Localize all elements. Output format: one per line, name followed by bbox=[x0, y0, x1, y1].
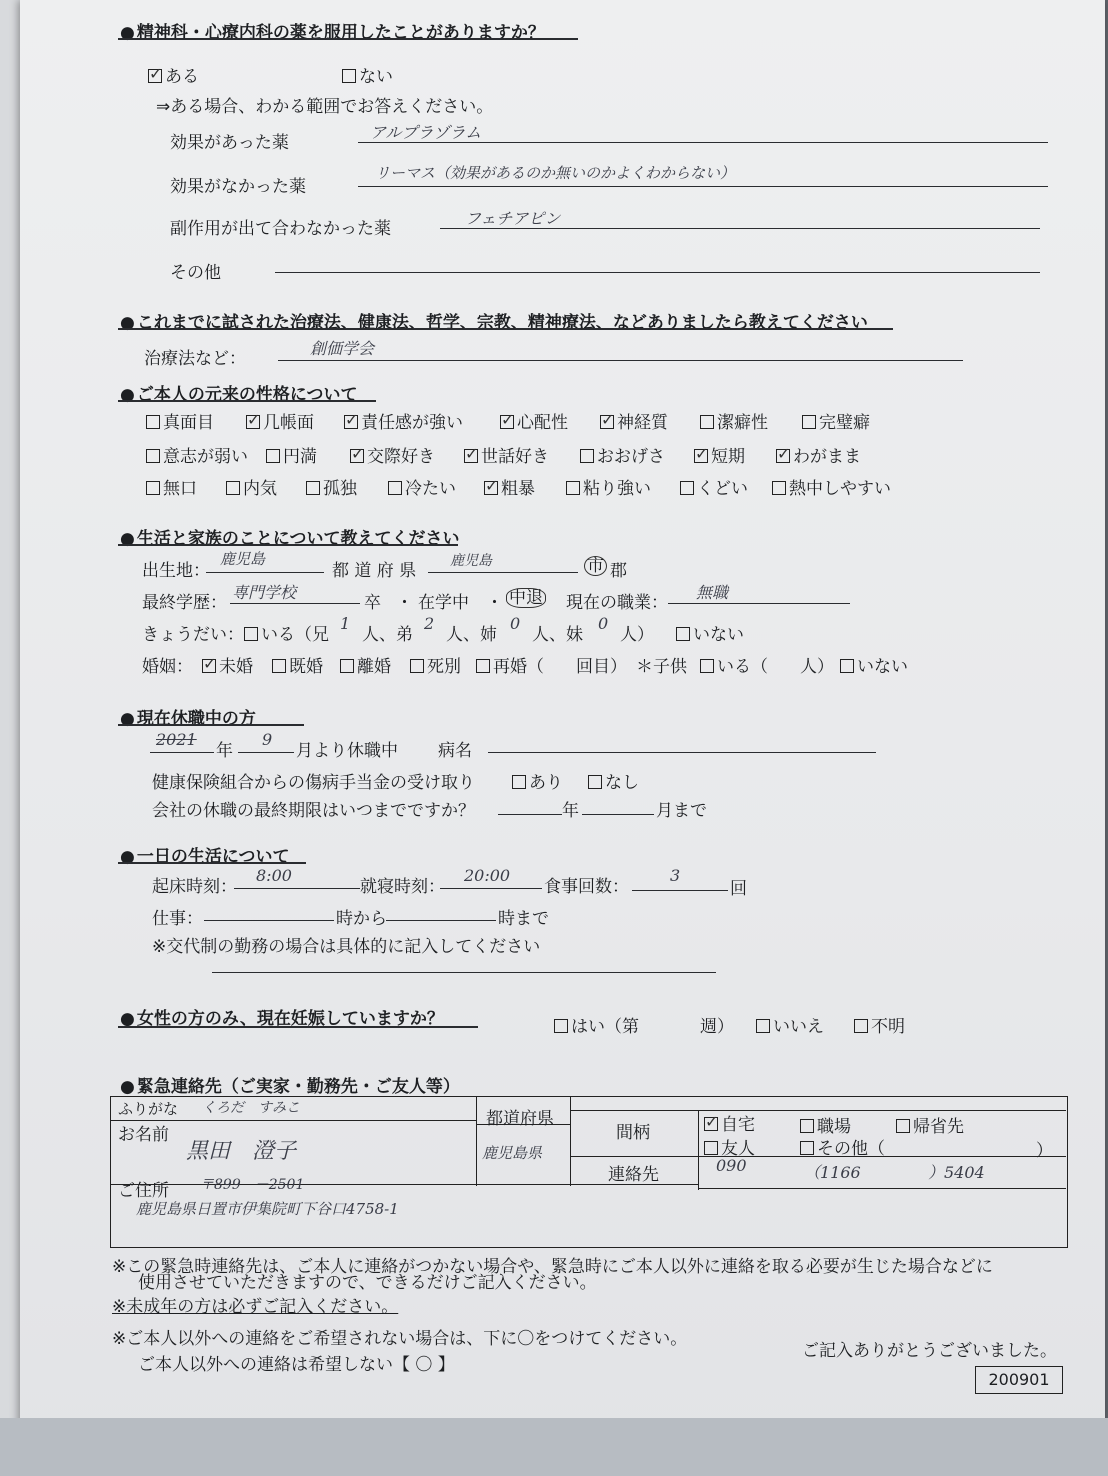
edu-drop-circled: 中退 bbox=[506, 588, 546, 608]
sib-bro-value[interactable]: 1 bbox=[340, 614, 351, 633]
checkbox[interactable] bbox=[854, 1019, 868, 1033]
deadline-month-label: 月まで bbox=[656, 801, 707, 821]
checkbox[interactable] bbox=[476, 659, 490, 673]
leave-year-value[interactable]: 2021 bbox=[156, 730, 197, 749]
effective-label: 効果があった薬 bbox=[170, 133, 289, 153]
checkbox[interactable]: ✓ bbox=[705, 1112, 719, 1131]
sleep-value[interactable]: 20:00 bbox=[464, 866, 511, 885]
furigana-label: ふりがな bbox=[118, 1100, 179, 1118]
address-label: ご住所 bbox=[118, 1181, 169, 1201]
trait-label: 完璧癖 bbox=[819, 413, 870, 433]
child-yes-option[interactable] bbox=[700, 652, 768, 677]
treatment-line bbox=[278, 360, 963, 361]
sib-yes-label: いる（兄 bbox=[261, 625, 329, 645]
job-value[interactable]: 無職 bbox=[696, 583, 729, 602]
checkbox[interactable] bbox=[342, 69, 356, 83]
leave-year-label: 年 bbox=[216, 741, 233, 761]
table-divider bbox=[698, 1188, 1066, 1189]
trait-1-5[interactable] bbox=[600, 408, 668, 433]
rel-opt-other[interactable] bbox=[800, 1134, 885, 1159]
trait-label: 短期 bbox=[711, 447, 745, 467]
thanks-text: ご記入ありがとうございました。 bbox=[802, 1341, 1057, 1361]
checkbox[interactable]: ✓ bbox=[345, 410, 359, 429]
city-circled: 市 bbox=[584, 556, 607, 576]
preg-unknown-option[interactable] bbox=[854, 1012, 905, 1037]
sib-label: きょうだい： bbox=[142, 625, 244, 645]
preg-unknown-label: 不明 bbox=[871, 1017, 905, 1037]
tel-part2[interactable]: （1166 bbox=[804, 1163, 861, 1182]
birth-line2 bbox=[428, 572, 578, 573]
meals-value[interactable]: 3 bbox=[670, 866, 681, 885]
trait-label: 交際好き bbox=[367, 447, 435, 467]
furigana-value[interactable]: くろだ すみこ bbox=[202, 1100, 300, 1116]
other-line[interactable] bbox=[275, 272, 1040, 273]
edu-grad: 卒 bbox=[364, 593, 381, 613]
ineffective-line bbox=[358, 186, 1048, 187]
job-line bbox=[668, 603, 850, 604]
sib-no-option[interactable] bbox=[676, 620, 744, 645]
checkbox[interactable] bbox=[800, 1119, 814, 1133]
leave-year-line bbox=[150, 752, 214, 753]
preg-week: 週） bbox=[700, 1017, 734, 1037]
wake-label: 起床時刻： bbox=[152, 877, 237, 897]
work-to-line[interactable] bbox=[386, 920, 496, 921]
birth-pref-label: 都 道 府 県 bbox=[332, 561, 417, 581]
sib-no-label: いない bbox=[693, 625, 744, 645]
questionnaire-page bbox=[20, 0, 1105, 1476]
insurance-label: 健康保険組合からの傷病手当金の受け取り bbox=[152, 773, 475, 793]
name-value[interactable]: 黒田 澄子 bbox=[186, 1139, 297, 1164]
sib-unit2: 人、姉 bbox=[446, 625, 497, 645]
checkbox[interactable] bbox=[800, 1141, 814, 1155]
rel-opt-label: その他（ bbox=[817, 1139, 885, 1159]
checkbox[interactable]: ✓ bbox=[501, 410, 515, 429]
trait-3-6[interactable] bbox=[566, 474, 651, 499]
deadline-label: 会社の休職の最終期限はいつまでですか？ bbox=[152, 801, 475, 821]
trait-label: 責任感が強い bbox=[361, 413, 463, 433]
checkbox[interactable] bbox=[266, 449, 280, 463]
effective-line bbox=[358, 142, 1048, 143]
deadline-year-label: 年 bbox=[562, 801, 579, 821]
checkbox[interactable] bbox=[588, 775, 602, 789]
trait-1-1[interactable] bbox=[146, 408, 214, 433]
note4: ※ご本人以外への連絡をご希望されない場合は、下に〇をつけてください。 bbox=[112, 1329, 688, 1349]
mar-label: 婚姻： bbox=[142, 657, 193, 677]
pref-label: 都道府県 bbox=[486, 1109, 554, 1129]
s7-heading: ● 女性の方のみ、現在妊娠していますか？ bbox=[120, 1004, 444, 1029]
gun-label: 郡 bbox=[610, 561, 627, 581]
shift-note: ※交代制の勤務の場合は具体的に記入してください bbox=[152, 937, 541, 957]
meals-label: 食事回数： bbox=[544, 877, 629, 897]
checkbox[interactable] bbox=[146, 449, 160, 463]
table-divider bbox=[698, 1110, 699, 1190]
contact-label: 連絡先 bbox=[608, 1165, 659, 1185]
s4-heading: ● 生活と家族のことについて教えてください bbox=[120, 524, 460, 549]
checkbox[interactable] bbox=[340, 659, 354, 673]
trait-2-2[interactable] bbox=[266, 442, 317, 467]
s3-heading: ● ご本人の元来の性格について bbox=[120, 380, 358, 405]
trait-1-4[interactable] bbox=[500, 408, 568, 433]
trait-3-8[interactable] bbox=[772, 474, 891, 499]
checkbox[interactable]: ✓ bbox=[777, 444, 791, 463]
trait-2-7[interactable] bbox=[776, 442, 861, 467]
trait-3-5[interactable] bbox=[484, 474, 535, 499]
disease-label: 病名 bbox=[438, 741, 472, 761]
trait-label: 粗暴 bbox=[501, 479, 535, 499]
checkbox[interactable] bbox=[306, 481, 320, 495]
mar-label: 死別 bbox=[427, 657, 461, 677]
checkbox[interactable] bbox=[566, 481, 580, 495]
leave-month-value[interactable]: 9 bbox=[262, 730, 273, 749]
form-code-box: 200901 bbox=[975, 1366, 1063, 1394]
sib-sis-value[interactable]: 0 bbox=[510, 614, 521, 633]
rel-opt-label: 帰省先 bbox=[913, 1117, 964, 1137]
checkbox[interactable] bbox=[772, 481, 786, 495]
work-from-label: 時から bbox=[336, 909, 387, 929]
disease-line[interactable] bbox=[488, 752, 876, 753]
deadline-month-line[interactable] bbox=[582, 814, 654, 815]
leave-month-line bbox=[238, 752, 294, 753]
trait-3-1[interactable] bbox=[146, 474, 197, 499]
work-to-label: 時まで bbox=[498, 909, 549, 929]
checkbox[interactable] bbox=[756, 1019, 770, 1033]
sleep-label: 就寝時刻： bbox=[360, 877, 445, 897]
checkbox[interactable] bbox=[146, 415, 160, 429]
address-value[interactable]: 鹿児島県日置市伊集院町下谷口4758-1 bbox=[136, 1200, 399, 1218]
tel-part3[interactable]: ）5404 bbox=[928, 1163, 985, 1182]
wake-line bbox=[234, 888, 360, 889]
checkbox[interactable] bbox=[388, 481, 402, 495]
mar-label: 未婚 bbox=[219, 657, 253, 677]
s1-yes-label: ある bbox=[165, 67, 199, 87]
sleep-line bbox=[440, 888, 542, 889]
mar-label: 既婚 bbox=[289, 657, 323, 677]
ins-yes-option[interactable] bbox=[512, 768, 563, 793]
mar-opt-3[interactable] bbox=[340, 652, 391, 677]
s1-note: ⇒ある場合、わかる範囲でお答えください。 bbox=[156, 97, 494, 117]
edu-value[interactable]: 専門学校 bbox=[232, 583, 297, 602]
trait-label: 冷たい bbox=[405, 479, 456, 499]
s1-yes-option[interactable] bbox=[148, 62, 199, 87]
preg-no-label: いいえ bbox=[773, 1017, 824, 1037]
birth-value1[interactable]: 鹿児島 bbox=[220, 550, 266, 568]
trait-label: 無口 bbox=[163, 479, 197, 499]
trait-label: 内気 bbox=[243, 479, 277, 499]
treatment-label: 治療法など： bbox=[144, 349, 246, 369]
s5-heading: ● 現在休職中の方 bbox=[120, 704, 256, 729]
checkbox[interactable]: ✓ bbox=[247, 410, 261, 429]
checkbox[interactable] bbox=[512, 775, 526, 789]
ineffective-value[interactable]: リーマス（効果があるのか無いのかよくわからない） bbox=[375, 164, 736, 182]
ineffective-label: 効果がなかった薬 bbox=[170, 177, 306, 197]
trait-3-7[interactable] bbox=[680, 474, 748, 499]
checkbox[interactable] bbox=[146, 481, 160, 495]
checkbox[interactable]: ✓ bbox=[695, 444, 709, 463]
birth-line1 bbox=[206, 572, 324, 573]
checkbox[interactable] bbox=[802, 415, 816, 429]
meals-line bbox=[632, 890, 728, 891]
meals-unit: 回 bbox=[730, 879, 747, 899]
shift-line[interactable] bbox=[212, 972, 716, 973]
s8-heading: ● 緊急連絡先（ご実家・勤務先・ご友人等） bbox=[120, 1072, 460, 1097]
child-no-label: いない bbox=[857, 657, 908, 677]
trait-label: 心配性 bbox=[517, 413, 568, 433]
trait-3-3[interactable] bbox=[306, 474, 357, 499]
trait-3-2[interactable] bbox=[226, 474, 277, 499]
edu-label: 最終学歴： bbox=[142, 593, 227, 613]
child-label: ＊子供 bbox=[636, 657, 687, 677]
checkbox[interactable]: ✓ bbox=[351, 444, 365, 463]
checkbox[interactable] bbox=[410, 659, 424, 673]
checkbox[interactable] bbox=[700, 659, 714, 673]
sib-unit3: 人、妹 bbox=[532, 625, 583, 645]
s2-heading: ● これまでに試された治療法、健康法、哲学、宗教、精神療法、などありましたら教えてください bbox=[120, 308, 868, 333]
mar-label: 再婚（ bbox=[493, 657, 544, 677]
other-label: その他 bbox=[170, 263, 221, 283]
trait-label: 円満 bbox=[283, 447, 317, 467]
s3-heading-underline bbox=[118, 400, 376, 402]
s4-heading-underline bbox=[118, 544, 458, 546]
s2-heading-underline bbox=[118, 328, 893, 330]
checkbox[interactable] bbox=[554, 1019, 568, 1033]
checkbox[interactable] bbox=[680, 481, 694, 495]
trait-2-4[interactable] bbox=[464, 442, 549, 467]
checkbox[interactable]: ✓ bbox=[149, 64, 163, 83]
s1-heading-underline bbox=[118, 38, 578, 40]
trait-2-3[interactable] bbox=[350, 442, 435, 467]
trait-label: おおげさ bbox=[597, 447, 665, 467]
child-no-option[interactable] bbox=[840, 652, 908, 677]
preg-yes-option[interactable] bbox=[554, 1012, 639, 1037]
ins-no-label: なし bbox=[605, 773, 639, 793]
rel-close: ） bbox=[1036, 1141, 1053, 1161]
treatment-value[interactable]: 創価学会 bbox=[310, 339, 375, 358]
trait-label: 世話好き bbox=[481, 447, 549, 467]
trait-1-3[interactable] bbox=[344, 408, 463, 433]
job-label: 現在の職業： bbox=[566, 593, 668, 613]
side-effect-line bbox=[440, 228, 1040, 229]
table-divider bbox=[570, 1110, 1066, 1111]
table-divider bbox=[476, 1096, 477, 1186]
trait-label: くどい bbox=[697, 479, 748, 499]
desk-surface bbox=[0, 1418, 1108, 1476]
edu-in: 在学中 bbox=[418, 593, 469, 613]
checkbox[interactable] bbox=[272, 659, 286, 673]
note5[interactable]: ご本人以外への連絡は希望しない【 〇 】 bbox=[138, 1355, 455, 1375]
edu-dot2: ・ bbox=[486, 593, 503, 613]
mar-label: 離婚 bbox=[357, 657, 391, 677]
checkbox[interactable] bbox=[700, 415, 714, 429]
postal-value[interactable]: 〒899 －2501 bbox=[200, 1177, 305, 1193]
s7-heading-underline bbox=[118, 1026, 478, 1028]
sib-unit1: 人、弟 bbox=[362, 625, 413, 645]
rel-label: 間柄 bbox=[616, 1123, 650, 1143]
trait-label: 熱中しやすい bbox=[789, 479, 891, 499]
checkbox[interactable]: ✓ bbox=[601, 410, 615, 429]
trait-1-2[interactable] bbox=[246, 408, 314, 433]
tel-part1[interactable]: 090 bbox=[716, 1156, 747, 1175]
child-unit: 人） bbox=[800, 657, 834, 677]
wake-value[interactable]: 8:00 bbox=[256, 866, 292, 885]
birth-value2[interactable]: 鹿児島 bbox=[450, 553, 492, 569]
note1: ※この緊急時連絡先は、ご本人に連絡がつかない場合や、緊急時にご本人以外に連絡を取る必要が生じた場合などに bbox=[112, 1257, 993, 1277]
checkbox[interactable] bbox=[244, 627, 258, 641]
checkbox[interactable] bbox=[896, 1119, 910, 1133]
checkbox[interactable] bbox=[226, 481, 240, 495]
mar-opt-2[interactable] bbox=[272, 652, 323, 677]
ins-yes-label: あり bbox=[529, 773, 563, 793]
city-label bbox=[584, 556, 607, 576]
checkbox[interactable] bbox=[704, 1141, 718, 1155]
checkbox[interactable]: ✓ bbox=[203, 654, 217, 673]
sib-ybro-value[interactable]: 2 bbox=[424, 614, 435, 633]
trait-3-4[interactable] bbox=[388, 474, 456, 499]
rel-opt-label: 友人 bbox=[721, 1139, 755, 1159]
sib-yes-option[interactable] bbox=[244, 620, 329, 645]
rel-opt-return[interactable] bbox=[896, 1112, 964, 1137]
preg-no-option[interactable] bbox=[756, 1012, 824, 1037]
child-yes-label: いる（ bbox=[717, 657, 768, 677]
trait-label: 潔癖性 bbox=[717, 413, 768, 433]
trait-1-7[interactable] bbox=[802, 408, 870, 433]
note2: 使用させていただきますので、できるだけご記入ください。 bbox=[138, 1273, 597, 1293]
deadline-year-line[interactable] bbox=[498, 814, 562, 815]
pref-value[interactable]: 鹿児島県 bbox=[482, 1144, 543, 1162]
checkbox[interactable]: ✓ bbox=[465, 444, 479, 463]
checkbox[interactable] bbox=[840, 659, 854, 673]
trait-label: 意志が弱い bbox=[163, 447, 248, 467]
effective-value[interactable]: アルプラゾラム bbox=[370, 123, 482, 142]
mar-opt-5[interactable] bbox=[476, 652, 544, 677]
s5-heading-underline bbox=[118, 724, 304, 726]
s1-heading: ● 精神科・心療内科の薬を服用したことがありますか？ bbox=[120, 18, 545, 43]
side-effect-value[interactable]: フェチアピン bbox=[465, 209, 561, 228]
trait-label: 神経質 bbox=[617, 413, 668, 433]
mar-opt-1[interactable] bbox=[202, 652, 253, 677]
work-from-line[interactable] bbox=[204, 920, 334, 921]
note3: ※未成年の方は必ずご記入ください。 bbox=[112, 1297, 399, 1317]
s1-no-label: ない bbox=[359, 67, 393, 87]
checkbox[interactable]: ✓ bbox=[485, 476, 499, 495]
leave-month-label: 月より休職中 bbox=[296, 741, 398, 761]
trait-2-6[interactable] bbox=[694, 442, 745, 467]
rel-opt-label: 職場 bbox=[817, 1117, 851, 1137]
edu-line bbox=[230, 603, 360, 604]
mar-times: 回目） bbox=[576, 657, 627, 677]
birth-label: 出生地： bbox=[142, 561, 210, 581]
trait-label: 几帳面 bbox=[263, 413, 314, 433]
work-label: 仕事： bbox=[152, 909, 203, 929]
trait-label: 粘り強い bbox=[583, 479, 651, 499]
mar-opt-4[interactable] bbox=[410, 652, 461, 677]
trait-2-5[interactable] bbox=[580, 442, 665, 467]
trait-label: 孤独 bbox=[323, 479, 357, 499]
edu-drop bbox=[506, 588, 546, 608]
sib-unit4: 人） bbox=[620, 625, 654, 645]
ins-no-option[interactable] bbox=[588, 768, 639, 793]
s1-no-option[interactable] bbox=[342, 62, 393, 87]
rel-opt-label: 自宅 bbox=[721, 1115, 755, 1135]
trait-label: 真面目 bbox=[163, 413, 214, 433]
edu-dot1: ・ bbox=[396, 593, 413, 613]
s6-heading: ● 一日の生活について bbox=[120, 842, 290, 867]
preg-yes-label: はい（第 bbox=[571, 1017, 639, 1037]
name-label: お名前 bbox=[118, 1125, 169, 1145]
trait-2-1[interactable] bbox=[146, 442, 248, 467]
trait-label: わがまま bbox=[793, 447, 861, 467]
checkbox[interactable] bbox=[676, 627, 690, 641]
sib-ysis-value[interactable]: 0 bbox=[598, 614, 609, 633]
rel-opt-home[interactable] bbox=[704, 1110, 755, 1135]
s6-heading-underline bbox=[118, 862, 306, 864]
trait-1-6[interactable] bbox=[700, 408, 768, 433]
checkbox[interactable] bbox=[580, 449, 594, 463]
side-effect-label: 副作用が出て合わなかった薬 bbox=[170, 219, 391, 239]
